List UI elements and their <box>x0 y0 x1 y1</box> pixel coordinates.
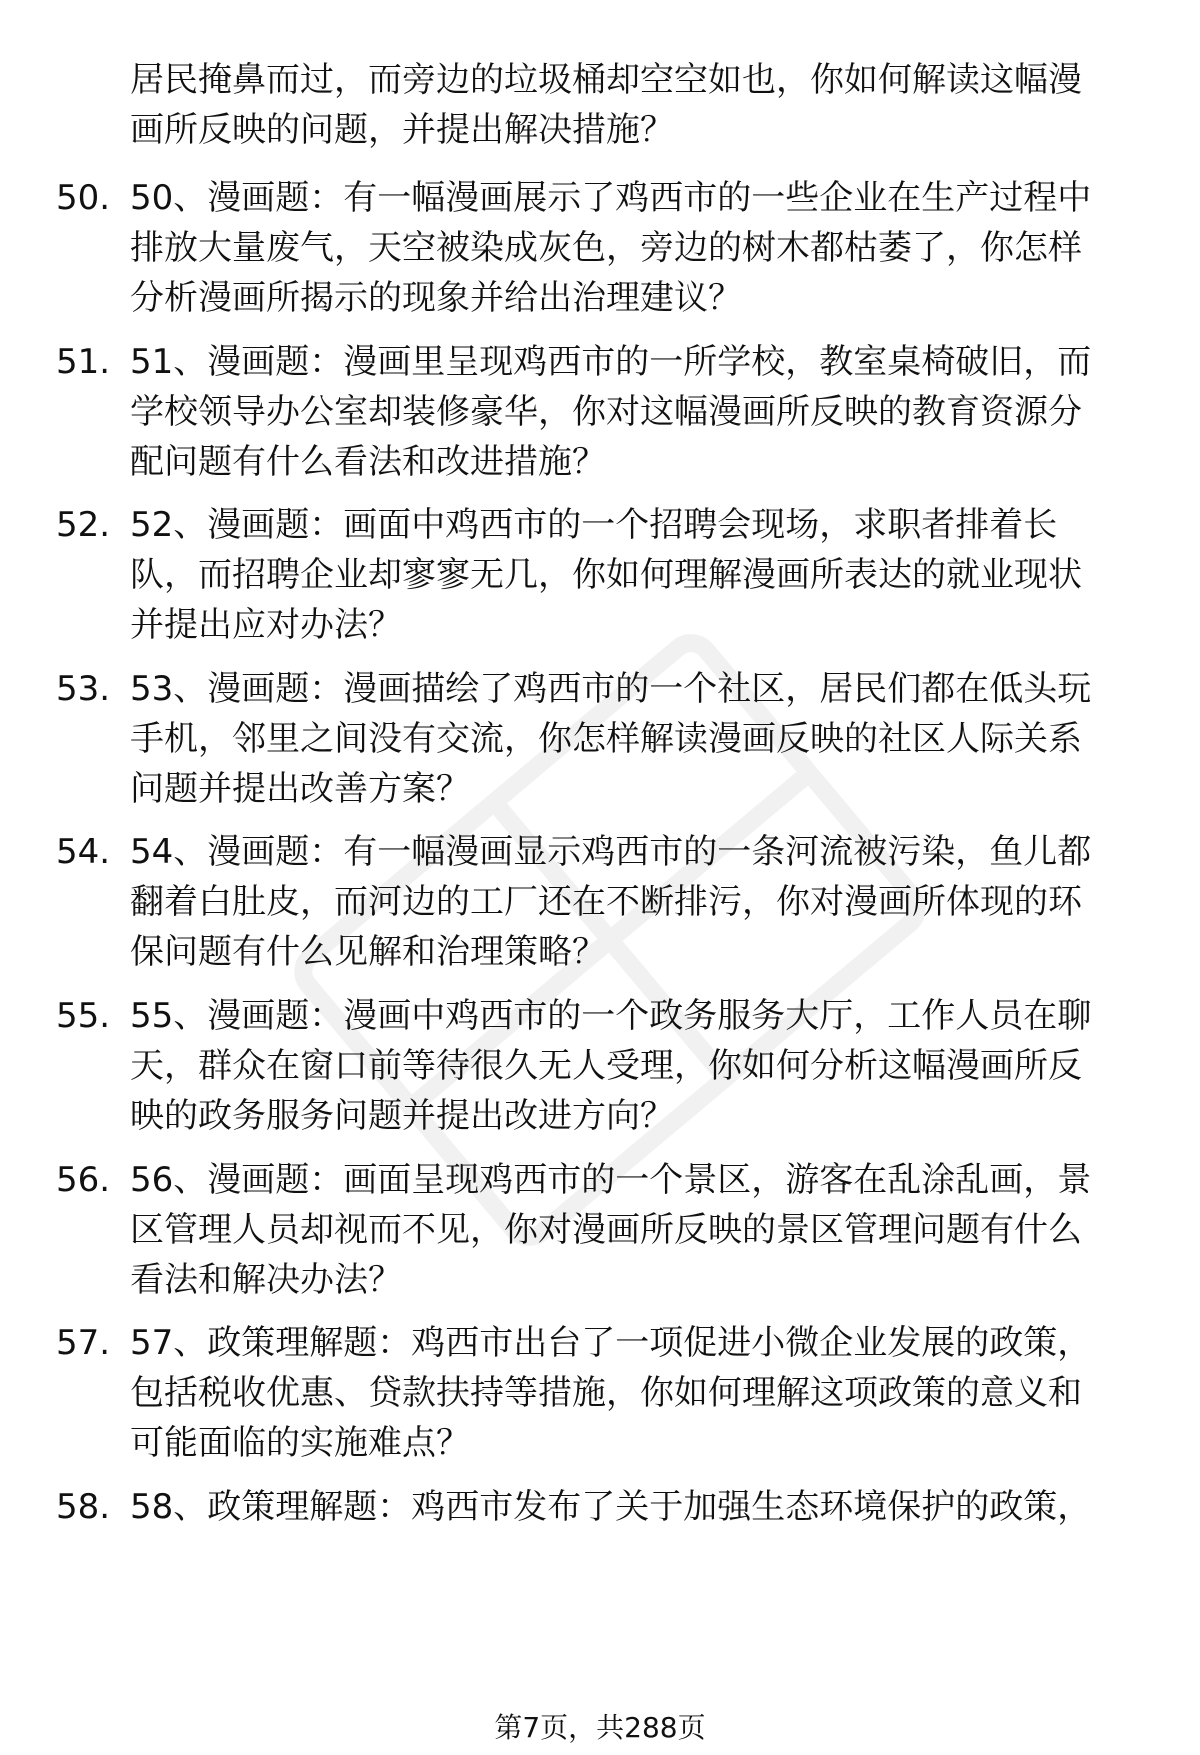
item-number: 55. <box>56 996 111 1036</box>
text-line: 区管理人员却视而不见，你对漫画所反映的景区管理问题有什么 <box>130 1210 1082 1250</box>
item-number: 51. <box>56 342 111 382</box>
text-line: 队，而招聘企业却寥寥无几，你如何理解漫画所表达的就业现状 <box>130 555 1082 595</box>
text-line: 53、漫画题：漫画描绘了鸡西市的一个社区，居民们都在低头玩 <box>130 669 1092 709</box>
text-line: 配问题有什么看法和改进措施？ <box>130 442 606 482</box>
question-text <box>130 173 1150 323</box>
text-line: 天，群众在窗口前等待很久无人受理，你如何分析这幅漫画所反 <box>130 1046 1082 1086</box>
question-text <box>130 991 1150 1141</box>
text-line: 54、漫画题：有一幅漫画显示鸡西市的一条河流被污染，鱼儿都 <box>130 832 1092 872</box>
text-line: 50、漫画题：有一幅漫画展示了鸡西市的一些企业在生产过程中 <box>130 178 1092 218</box>
text-line: 57、政策理解题：鸡西市出台了一项促进小微企业发展的政策， <box>130 1323 1092 1363</box>
text-line: 画所反映的问题，并提出解决措施？ <box>130 110 674 150</box>
text-line: 并提出应对办法？ <box>130 605 402 645</box>
item-number: 50. <box>56 178 111 218</box>
text-line: 包括税收优惠、贷款扶持等措施，你如何理解这项政策的意义和 <box>130 1373 1082 1413</box>
text-line: 问题并提出改善方案？ <box>130 769 470 809</box>
text-line: 学校领导办公室却装修豪华，你对这幅漫画所反映的教育资源分 <box>130 392 1082 432</box>
item-number: 53. <box>56 669 111 709</box>
question-text <box>130 500 1150 650</box>
question-text <box>130 827 1150 977</box>
item-number: 52. <box>56 505 111 545</box>
item-number: 54. <box>56 832 111 872</box>
text-line: 手机，邻里之间没有交流，你怎样解读漫画反映的社区人际关系 <box>130 719 1082 759</box>
question-text <box>130 1482 1150 1532</box>
text-line: 55、漫画题：漫画中鸡西市的一个政务服务大厅，工作人员在聊 <box>130 996 1092 1036</box>
text-line: 52、漫画题：画面中鸡西市的一个招聘会现场，求职者排着长 <box>130 505 1058 545</box>
question-text <box>130 664 1150 814</box>
text-line: 58、政策理解题：鸡西市发布了关于加强生态环境保护的政策， <box>130 1487 1092 1527</box>
question-text <box>130 337 1150 487</box>
text-line: 映的政务服务问题并提出改进方向？ <box>130 1096 674 1136</box>
text-line: 居民掩鼻而过，而旁边的垃圾桶却空空如也，你如何解读这幅漫 <box>130 60 1082 100</box>
continuation-text <box>130 55 1150 155</box>
item-number: 56. <box>56 1160 111 1200</box>
item-number: 58. <box>56 1487 111 1527</box>
text-line: 排放大量废气，天空被染成灰色，旁边的树木都枯萎了，你怎样 <box>130 228 1082 268</box>
text-line: 分析漫画所揭示的现象并给出治理建议？ <box>130 278 742 318</box>
text-line: 看法和解决办法？ <box>130 1260 402 1300</box>
item-number: 57. <box>56 1323 111 1363</box>
question-text <box>130 1155 1150 1305</box>
text-line: 51、漫画题：漫画里呈现鸡西市的一所学校，教室桌椅破旧，而 <box>130 342 1092 382</box>
question-text <box>130 1318 1150 1468</box>
text-line: 翻着白肚皮，而河边的工厂还在不断排污，你对漫画所体现的环 <box>130 882 1082 922</box>
text-line: 可能面临的实施难点？ <box>130 1423 470 1463</box>
text-line: 56、漫画题：画面呈现鸡西市的一个景区，游客在乱涂乱画，景 <box>130 1160 1092 1200</box>
text-line: 保问题有什么见解和治理策略？ <box>130 932 606 972</box>
page-footer: 第7页，共288页 <box>494 1711 706 1744</box>
